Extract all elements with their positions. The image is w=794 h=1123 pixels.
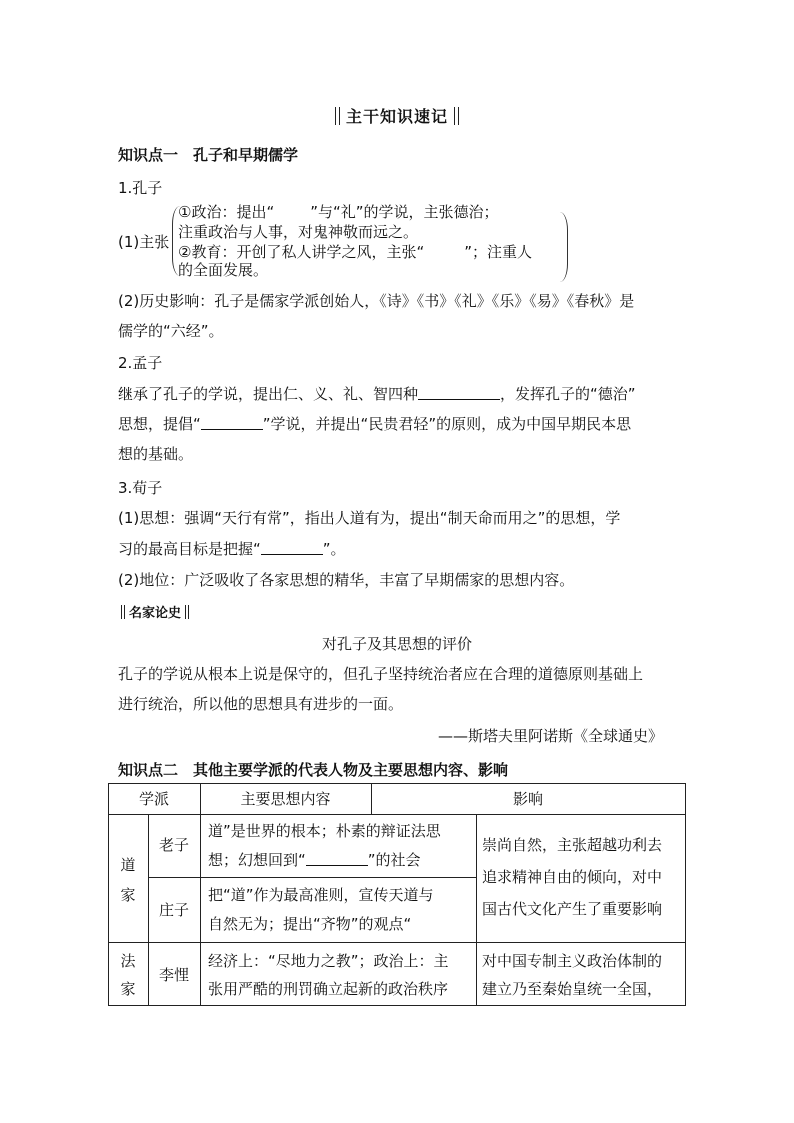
section-title bbox=[0, 104, 794, 127]
table-line-laozi bbox=[148, 877, 476, 878]
edu-text-a: ②教育：开创了私人讲学之风，主张“ bbox=[178, 243, 425, 261]
daoism-school-2: 家 bbox=[120, 886, 136, 904]
daoism-impact-line1: 崇尚自然，主张超越功利去 bbox=[482, 836, 663, 854]
table-line-person bbox=[200, 783, 201, 1006]
mencius-blank2 bbox=[201, 415, 263, 430]
claim-politics-line2: 注重政治与人事，对鬼神敬而远之。 bbox=[178, 223, 419, 241]
xunzi-thought-line1: (1)思想：强调“天行有常”，指出人道有为，提出“制天命而用之”的思想，学 bbox=[118, 509, 621, 527]
mencius-text-c: 思想，提倡“ bbox=[118, 415, 201, 433]
expert-title: 对孔子及其思想的评价 bbox=[321, 635, 472, 653]
table-line-content bbox=[476, 814, 477, 1006]
mencius-blank1 bbox=[418, 385, 500, 400]
daoism-impact-line2: 追求精神自由的倾向，对中 bbox=[482, 868, 663, 886]
mencius-line2 bbox=[118, 414, 631, 434]
claim-edu-line2: 的全面发展。 bbox=[178, 261, 269, 279]
influence-line1: (2)历史影响：孔子是儒家学派创始人，《诗》《书》《礼》《乐》《易》《春秋》是 bbox=[118, 292, 635, 310]
xunzi-blank bbox=[261, 540, 323, 555]
politics-text-b: ”与“礼”的学说，主张德治； bbox=[310, 203, 499, 221]
zhuangzi-content-line2: 自然无为；提出“齐物”的观点“ bbox=[208, 915, 412, 933]
legalism-impact-line1: 对中国专制主义政治体制的 bbox=[482, 952, 663, 970]
likui-content-line1: 经济上：“尽地力之教”；政治上：主 bbox=[208, 952, 449, 970]
table-line-daoism bbox=[108, 942, 686, 943]
likui-content-line2: 张用严酷的刑罚确立起新的政治秩序 bbox=[208, 980, 449, 998]
table-line-header bbox=[108, 814, 686, 815]
section-title-text: 主干知识速记 bbox=[345, 107, 448, 126]
title-bar-left bbox=[335, 107, 340, 125]
table-line-bottom bbox=[108, 1005, 686, 1006]
legalism-school-2: 家 bbox=[120, 980, 136, 998]
mencius-heading: 2.孟子 bbox=[118, 354, 163, 372]
politics-text-a: ①政治：提出“ bbox=[178, 203, 275, 221]
header-impact: 影响 bbox=[512, 790, 543, 808]
expert-quote-line1: 孔子的学说从根本上说是保守的，但孔子坚持统治者应在合理的道德原则基础上 bbox=[118, 665, 644, 683]
legalism-school-1: 法 bbox=[120, 952, 136, 970]
xunzi-text-a: 习的最高目标是把握“ bbox=[118, 540, 261, 558]
header-content: 主要思想内容 bbox=[240, 790, 331, 808]
xunzi-text-b: ”。 bbox=[322, 540, 346, 558]
xunzi-thought-line2 bbox=[118, 539, 346, 559]
table-line-right bbox=[685, 783, 686, 1006]
mencius-text-a: 继承了孔子的学说，提出仁、义、礼、智四种 bbox=[118, 385, 419, 403]
politics-blank bbox=[274, 204, 310, 218]
expert-source: ——斯塔夫里阿诺斯《全球通史》 bbox=[438, 727, 664, 745]
legalism-impact-line2: 建立乃至秦始皇统一全国， bbox=[482, 980, 663, 998]
laozi-name: 老子 bbox=[158, 836, 189, 854]
zhuangzi-content-line1: 把“道”作为最高准则，宣传天道与 bbox=[208, 886, 434, 904]
claim-label: (1)主张 bbox=[118, 233, 170, 251]
laozi-blank bbox=[306, 851, 368, 866]
xunzi-status: (2)地位：广泛吸收了各家思想的精华，丰富了早期儒家的思想内容。 bbox=[118, 571, 575, 589]
laozi-text-b: ”的社会 bbox=[367, 851, 421, 869]
brace-right bbox=[559, 212, 568, 282]
zhuangzi-name: 庄子 bbox=[158, 901, 189, 919]
mencius-text-b: ，发挥孔子的“德治” bbox=[500, 385, 636, 403]
title-bar-right bbox=[454, 107, 459, 125]
confucius-heading: 1.孔子 bbox=[118, 179, 163, 197]
tag-bar-left bbox=[121, 605, 125, 619]
edu-text-b: ”；注重人 bbox=[464, 243, 533, 261]
kp1-heading: 知识点一 孔子和早期儒学 bbox=[118, 146, 299, 164]
header-school: 学派 bbox=[138, 790, 169, 808]
xunzi-heading: 3.荀子 bbox=[118, 479, 163, 497]
laozi-content-line1: 道”是世界的根本；朴素的辩证法思 bbox=[208, 822, 441, 840]
mencius-line1 bbox=[118, 384, 636, 404]
edu-blank bbox=[424, 244, 464, 258]
mencius-text-d: ”学说，并提出“民贵君轻”的原则，成为中国早期民本思 bbox=[262, 415, 632, 433]
influence-line2: 儒学的“六经”。 bbox=[118, 322, 224, 340]
daoism-impact-line3: 国古代文化产生了重要影响 bbox=[482, 900, 663, 918]
mencius-line3: 想的基础。 bbox=[118, 445, 194, 463]
expert-tag bbox=[117, 602, 193, 621]
expert-tag-text: 名家论史 bbox=[129, 606, 182, 621]
laozi-text-a: 想；幻想回到“ bbox=[208, 851, 306, 869]
expert-quote-line2: 进行统治，所以他的思想具有进步的一面。 bbox=[118, 695, 404, 713]
likui-name: 李悝 bbox=[158, 966, 189, 984]
tag-bar-right bbox=[185, 605, 189, 619]
laozi-content-line2 bbox=[208, 847, 421, 873]
kp2-heading: 知识点二 其他主要学派的代表人物及主要思想内容、影响 bbox=[118, 761, 509, 779]
daoism-school-1: 道 bbox=[120, 856, 136, 874]
table-line-top bbox=[108, 783, 686, 784]
claim-politics-line1 bbox=[178, 202, 499, 222]
claim-edu-line1 bbox=[178, 242, 532, 262]
